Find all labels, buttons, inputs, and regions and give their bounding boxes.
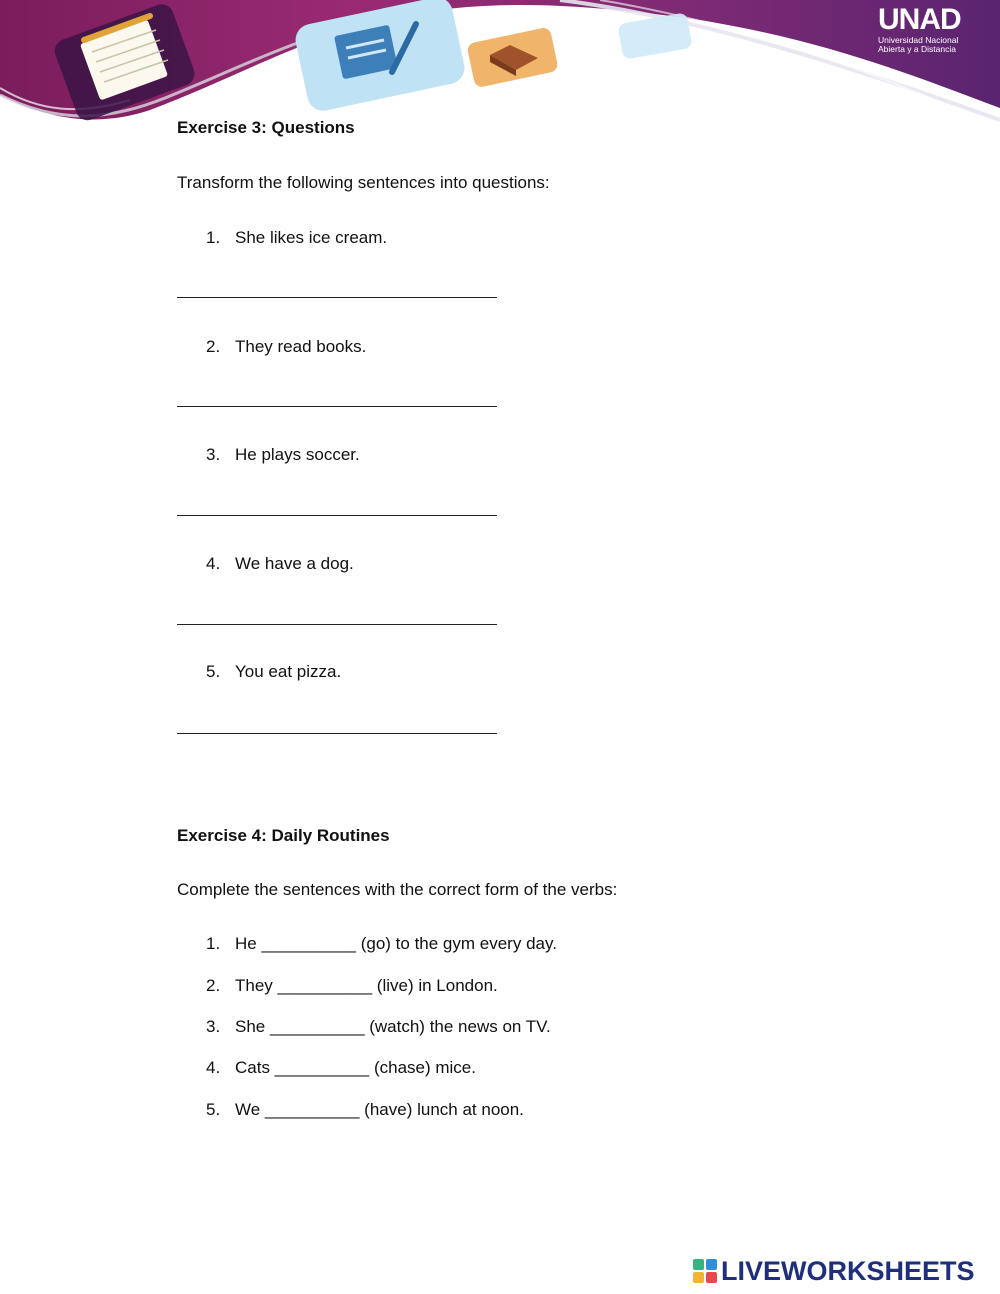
item-text: He plays soccer.	[235, 445, 360, 464]
item-number: 1.	[206, 934, 221, 953]
exercise-4-instruction: Complete the sentences with the correct form of the verbs:	[177, 880, 618, 899]
exercise-3-item-5	[206, 662, 341, 682]
answer-line-4[interactable]	[177, 624, 497, 625]
item-text: You eat pizza.	[235, 662, 342, 681]
exercise-4-title: Exercise 4: Daily Routines	[177, 826, 390, 845]
unad-logo	[878, 4, 988, 54]
answer-line-1[interactable]	[177, 297, 497, 298]
item-text: He __________ (go) to the gym every day.	[235, 934, 557, 953]
exercise-3-instruction: Transform the following sentences into questions:	[177, 173, 550, 192]
exercise-4-item-3[interactable]	[206, 1017, 551, 1037]
answer-line-2[interactable]	[177, 406, 497, 407]
logo-wordmark: UNAD	[878, 3, 961, 36]
exercise-3-item-1	[206, 228, 387, 248]
item-text: They __________ (live) in London.	[235, 976, 498, 995]
liveworksheets-logo-icon	[693, 1259, 717, 1283]
item-number: 3.	[206, 1017, 221, 1036]
answer-line-5[interactable]	[177, 733, 497, 734]
item-text: We __________ (have) lunch at noon.	[235, 1100, 524, 1119]
exercise-4-item-4[interactable]	[206, 1058, 476, 1078]
header-banner	[0, 0, 1000, 135]
book-icon	[466, 27, 558, 89]
item-number: 1.	[206, 228, 221, 247]
item-text: They read books.	[235, 337, 367, 356]
item-text: Cats __________ (chase) mice.	[235, 1058, 476, 1077]
item-number: 2.	[206, 976, 221, 995]
item-number: 4.	[206, 554, 221, 573]
logo-line-1: Universidad Nacional	[878, 35, 959, 45]
exercise-4-item-1[interactable]	[206, 934, 557, 954]
item-number: 2.	[206, 337, 221, 356]
liveworksheets-brand: LIVEWORKSHEETS	[721, 1256, 975, 1286]
item-text: She likes ice cream.	[235, 228, 388, 247]
item-number: 4.	[206, 1058, 221, 1077]
answer-line-3[interactable]	[177, 515, 497, 516]
exercise-4-item-2[interactable]	[206, 976, 498, 996]
item-number: 5.	[206, 662, 221, 681]
item-number: 5.	[206, 1100, 221, 1119]
item-text: We have a dog.	[235, 554, 354, 573]
exercise-3-item-2	[206, 337, 366, 357]
item-text: She __________ (watch) the news on TV.	[235, 1017, 551, 1036]
exercise-3-item-3	[206, 445, 360, 465]
exercise-3-title: Exercise 3: Questions	[177, 118, 355, 137]
exercise-4-item-5[interactable]	[206, 1100, 524, 1120]
logo-line-2: Abierta y a Distancia	[878, 44, 956, 54]
item-number: 3.	[206, 445, 221, 464]
exercise-3-item-4	[206, 554, 354, 574]
